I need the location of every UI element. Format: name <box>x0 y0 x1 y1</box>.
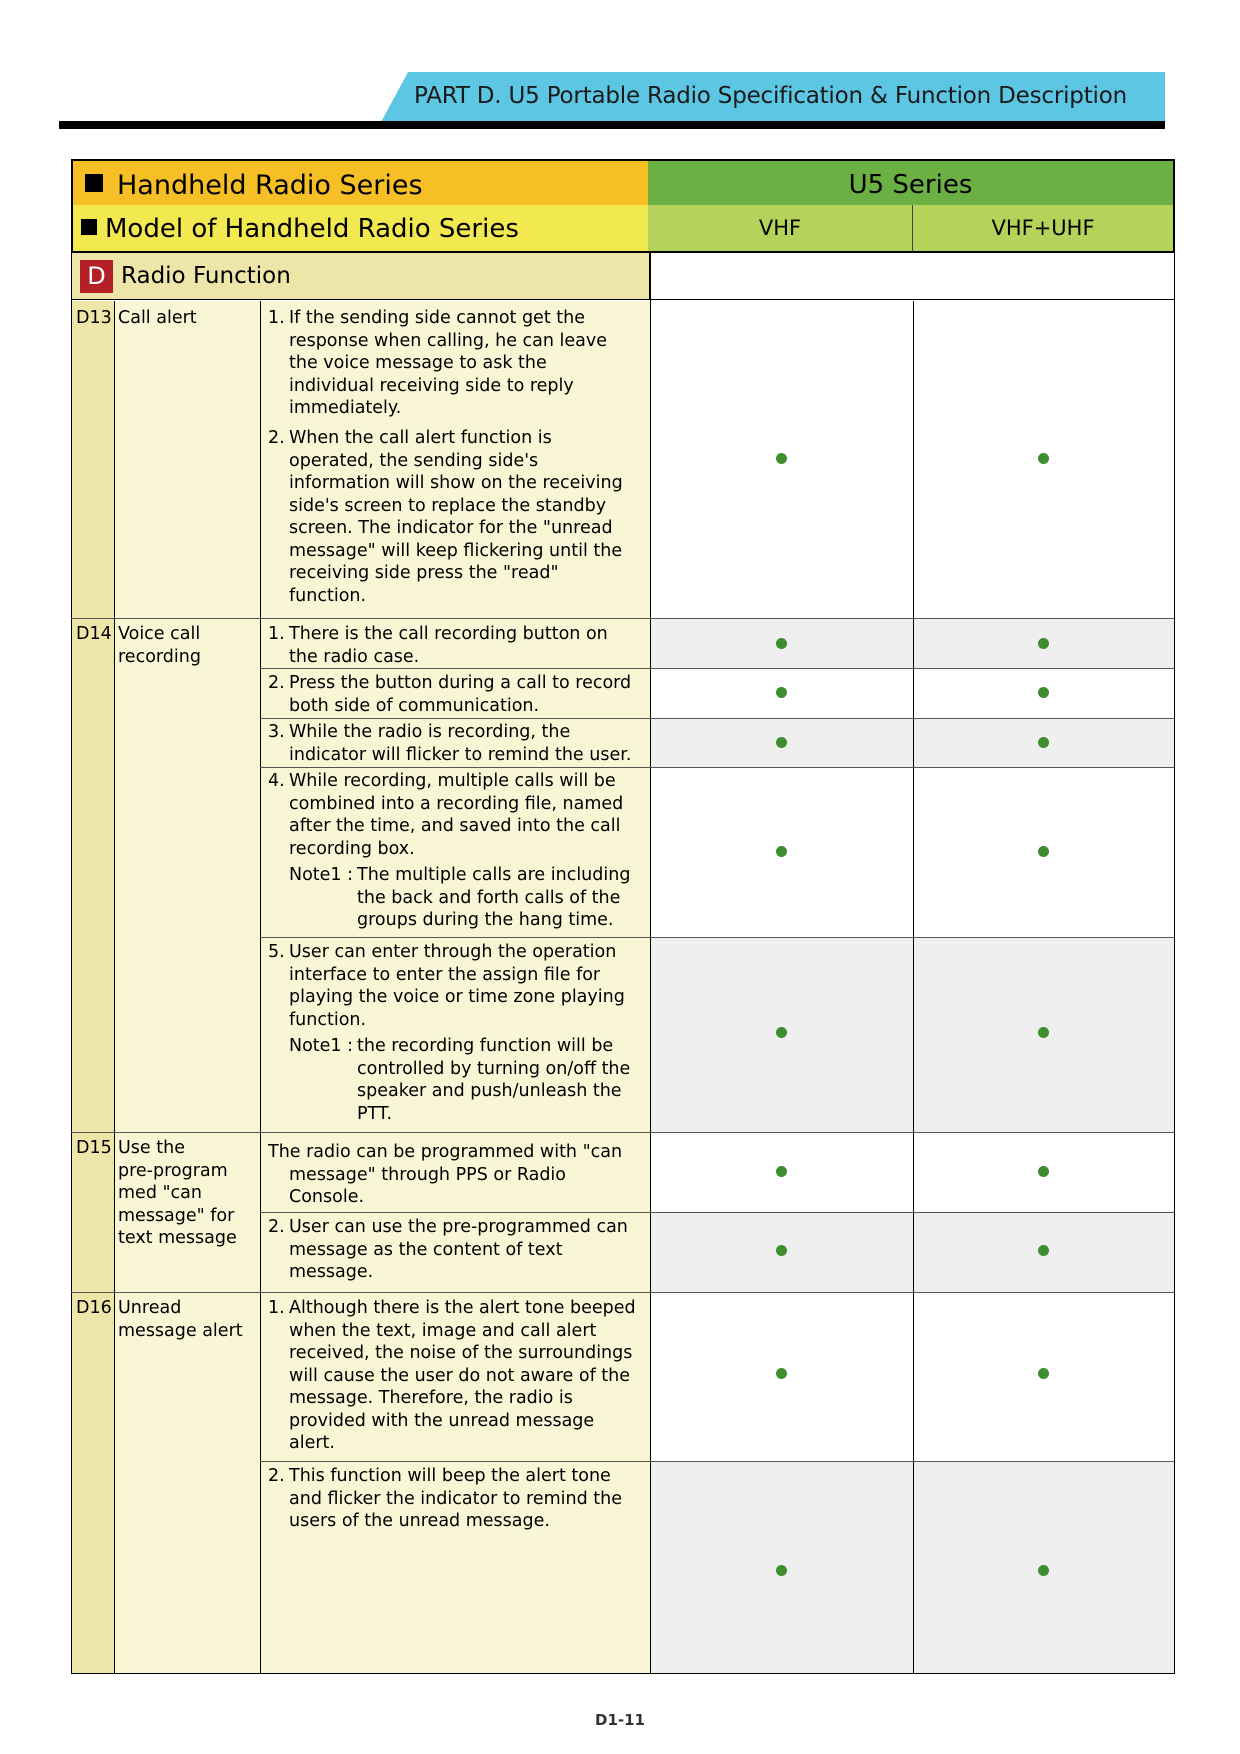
row-name: Use the pre-program med "can message" for text message <box>118 1138 237 1248</box>
series-value: U5 Series <box>848 170 973 200</box>
grid-line <box>260 767 1175 768</box>
part-title: PART D. U5 Portable Radio Specification & Function Description <box>414 83 1127 109</box>
series-value-cell <box>648 159 1175 207</box>
support-dot-icon <box>776 638 787 649</box>
section-badge: D <box>80 260 113 293</box>
row-name: Voice call recording <box>118 624 201 667</box>
support-dot-icon <box>776 687 787 698</box>
support-dot-icon <box>776 1565 787 1576</box>
support-dot-icon <box>776 1027 787 1038</box>
model-label-cell <box>71 205 650 253</box>
grid-line <box>260 718 1175 719</box>
model-vhf-uhf-cell <box>913 205 1175 253</box>
note-label: Note1 : <box>289 865 354 885</box>
section-header-blank <box>650 253 1175 300</box>
section-header-cell <box>71 253 650 300</box>
support-dot-icon <box>1038 1368 1049 1379</box>
row-id: D15 <box>76 1138 112 1158</box>
grid-line <box>260 937 1175 938</box>
support-dot-icon <box>1038 1245 1049 1256</box>
support-dot-icon <box>1038 1166 1049 1177</box>
grid-line <box>71 618 1175 619</box>
header-rule <box>59 121 1165 129</box>
support-dot-icon <box>1038 846 1049 857</box>
row-id: D14 <box>76 624 112 644</box>
grid-line <box>71 1673 1175 1674</box>
grid-line <box>260 1461 1175 1462</box>
support-dot-icon <box>1038 737 1049 748</box>
grid-line <box>260 1212 1175 1213</box>
support-dot-icon <box>1038 1565 1049 1576</box>
support-dot-icon <box>776 1166 787 1177</box>
note-label: Note1 : <box>289 1036 354 1056</box>
support-dot-icon <box>776 737 787 748</box>
model-vhf: VHF <box>758 216 802 240</box>
support-dot-icon <box>776 1245 787 1256</box>
model-vhf-uhf: VHF+UHF <box>991 216 1095 240</box>
row-id: D13 <box>76 308 112 328</box>
grid-line <box>71 1292 1175 1293</box>
support-dot-icon <box>1038 453 1049 464</box>
series-label-cell <box>71 159 650 207</box>
support-dot-icon <box>1038 638 1049 649</box>
row-id: D16 <box>76 1298 112 1318</box>
grid-line <box>71 1132 1175 1133</box>
support-dot-icon <box>1038 687 1049 698</box>
spec-table: Handheld Radio Series U5 Series Model of Handheld Radio Series VHF VHF+UHF D Radio Function D13 Call alert 1. If the sending side cannot get the response when calling, he can leave the voice message to ask the individual receiving side to reply immediately. 2. When the call alert function is operated, the sending side's information will show on the receiving side's screen to replace the standby screen. The indicator for the "unread message" will keep flickering until the receiving side press the "read" function. D14 Voice call recording 1. There is the call recording button on the radio case. 2. Press the button during a call to record both side of communication. 3. While the radio is recording, the indicator will flicker to remind the user. 4. While recording, multiple calls will be combined into a recording file, named after the time, and saved into the call recording box. Note1 : The multiple calls are including the back and forth calls of the groups during the hang time. 5. User can enter through the operation interface to enter the assign file for playing the voice or time zone playing function. Note1 : the recording function will be controlled by turning on/off the speaker and push/unleash the PTT. D15 Use the pre-program med "can message" for text message The radio can be programmed with "can message" through PPS or Radio Console. 2. User can use the pre-programmed can message as the content of text message. D16 Unread message alert 1. Although there is the alert tone beeped when the text, image and call alert received, the noise of the surroundings will cause the user do not aware of the message. Therefore, the radio is provided with the unread message alert. 2. This function will beep the alert tone and flicker the indicator to remind the users of the unread message. <box>71 159 1175 1674</box>
row-name: Unread message alert <box>118 1298 243 1341</box>
support-dot-icon <box>1038 1027 1049 1038</box>
page-number: D1-11 <box>595 1711 645 1729</box>
name-column <box>114 301 260 1674</box>
grid-line <box>260 668 1175 669</box>
support-dot-icon <box>776 846 787 857</box>
model-vhf-cell <box>648 205 913 253</box>
square-bullet-icon <box>85 174 103 192</box>
grid-line <box>114 301 115 1674</box>
grid-line <box>260 301 261 1674</box>
square-bullet-icon <box>81 219 97 235</box>
note-text: the recording function will be controlled by turning on/off the speaker and push/unleash the PTT. <box>357 1036 631 1124</box>
series-label: Handheld Radio Series <box>117 170 423 201</box>
note-text: The multiple calls are including the back and forth calls of the groups during the hang time. <box>357 865 631 930</box>
row-name: Call alert <box>118 308 197 328</box>
model-label: Model of Handheld Radio Series <box>105 214 519 244</box>
support-dot-icon <box>776 453 787 464</box>
section-title: Radio Function <box>121 263 291 289</box>
id-column <box>71 301 114 1674</box>
grid-line <box>913 301 914 1674</box>
grid-line <box>71 253 72 1674</box>
support-dot-icon <box>776 1368 787 1379</box>
